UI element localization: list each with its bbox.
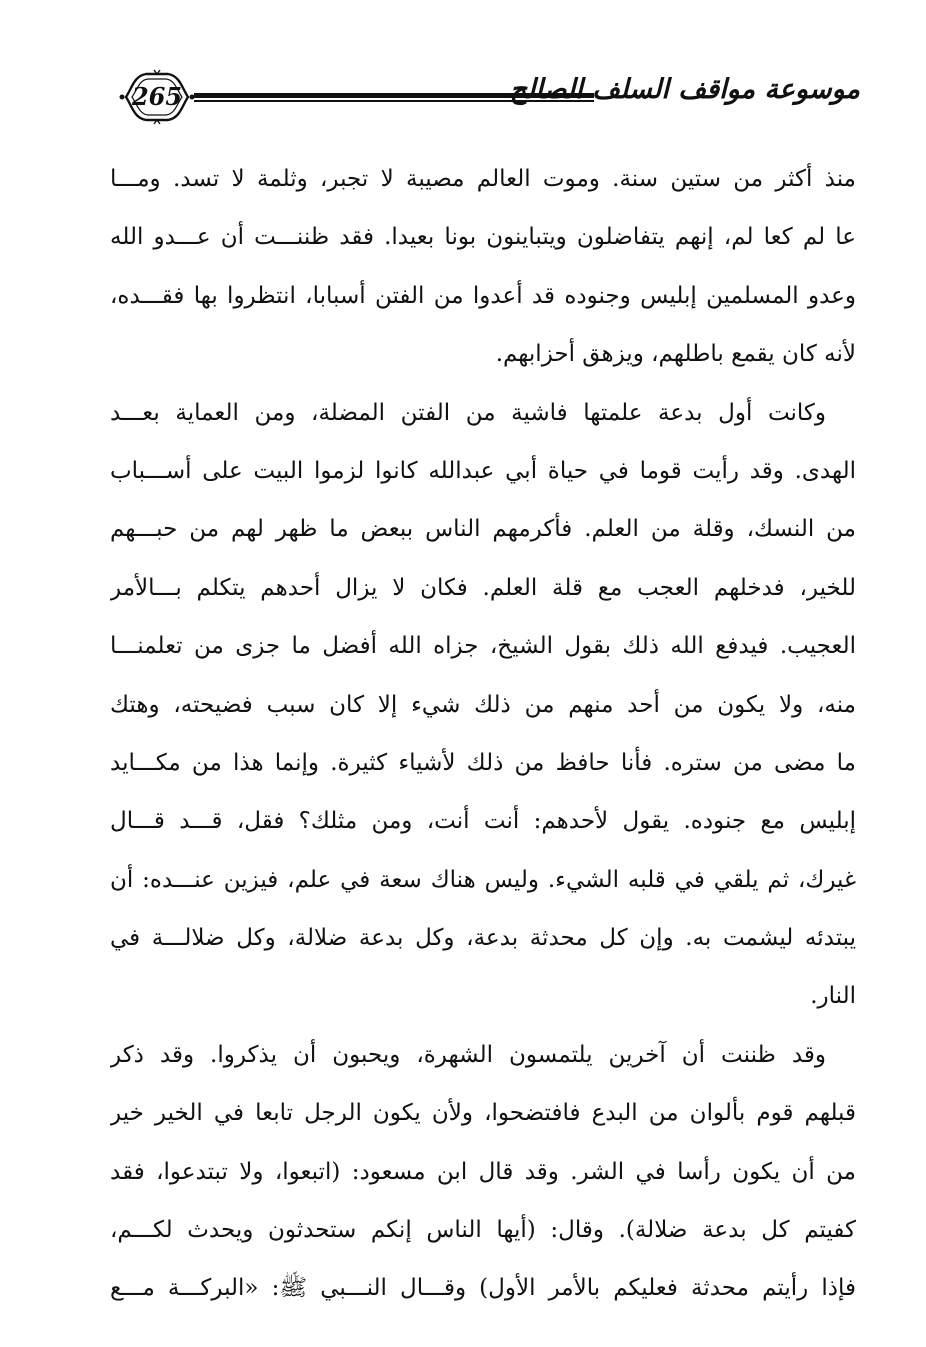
text-line: الهدى. وقد رأيت قوما في حياة أبي عبدالله كانوا لزموا البيت على أســـباب bbox=[110, 457, 856, 484]
text-line: منذ أكثر من ستين سنة. وموت العالم مصيبة لا تجبر، وثلمة لا تسد. ومـــا bbox=[110, 166, 856, 192]
text-line: من النسك، وقلة من العلم. فأكرمهم الناس ببعض ما ظهر لهم من حبـــهم bbox=[110, 516, 856, 543]
text-line: فإذا رأيتم محدثة فعليكم بالأمر الأول) وقـــال النـــبي ﷺ: «البركـــة مـــع bbox=[110, 1275, 856, 1302]
text-line: من أن يكون رأسا في الشر. وقد قال ابن مسعود: (اتبعوا، ولا تبتدعوا، فقد bbox=[110, 1158, 856, 1185]
text-line: العجيب. فيدفع الله ذلك بقول الشيخ، جزاه الله أفضل ما جزى من تعلمنـــا bbox=[110, 633, 856, 660]
text-line: منه، ولا يكون من أحد منهم من ذلك شيء إلا كان سبب فضيحته، وهتك bbox=[110, 691, 856, 718]
text-line: غيرك، ثم يلقي في قلبه الشيء. وليس هناك سعة في علم، فيزين عنـــده: أن bbox=[110, 866, 856, 893]
text-line: وقد ظننت أن آخرين يلتمسون الشهرة، ويحبون أن يذكروا. وقد ذكر bbox=[110, 1041, 826, 1068]
text-line: للخير، فدخلهم العجب مع قلة العلم. فكان لا يزال أحدهم يتكلم بـــالأمر bbox=[110, 574, 856, 601]
text-line: يبتدئه ليشمت به. وإن كل محدثة بدعة، وكل بدعة ضلالة، وكل ضلالـــة في bbox=[110, 925, 856, 952]
text-line: لأنه كان يقمع باطلهم، ويزهق أحزابهم. bbox=[495, 341, 856, 368]
text-line: ما مضى من ستره. فأنا حافظ من ذلك لأشياء كثيرة. وإنما هذا من مكـــايد bbox=[110, 749, 856, 776]
page-body bbox=[110, 150, 856, 1318]
page-number: 265 bbox=[131, 82, 183, 111]
text-line: وكانت أول بدعة علمتها فاشية من الفتن المضلة، ومن العماية بعـــد bbox=[110, 399, 826, 426]
page-header bbox=[108, 62, 860, 134]
page-number-badge bbox=[118, 68, 196, 126]
text-line: النار. bbox=[810, 983, 856, 1010]
text-line: وعدو المسلمين إبليس وجنوده قد أعدوا من الفتن أسبابا، انتظروا بها فقـــده، bbox=[110, 282, 856, 309]
text-line: إبليس مع جنوده. يقول لأحدهم: أنت أنت، ومن مثلك؟ فقل، قـــد قـــال bbox=[110, 808, 856, 835]
text-line: كفيتم كل بدعة ضلالة). وقال: (أيها الناس إنكم ستحدثون ويحدث لكـــم، bbox=[110, 1217, 856, 1244]
text-line: عا لم كعا لم، إنهم يتفاضلون ويتباينون بونا بعيدا. فقد ظننـــت أن عـــدو الله bbox=[110, 224, 856, 251]
book-title: موسوعة مواقف السلف الصالح bbox=[509, 74, 860, 105]
text-line: قبلهم قوم بألوان من البدع فافتضحوا، ولأن يكون الرجل تابعا في الخير خير bbox=[110, 1100, 856, 1127]
